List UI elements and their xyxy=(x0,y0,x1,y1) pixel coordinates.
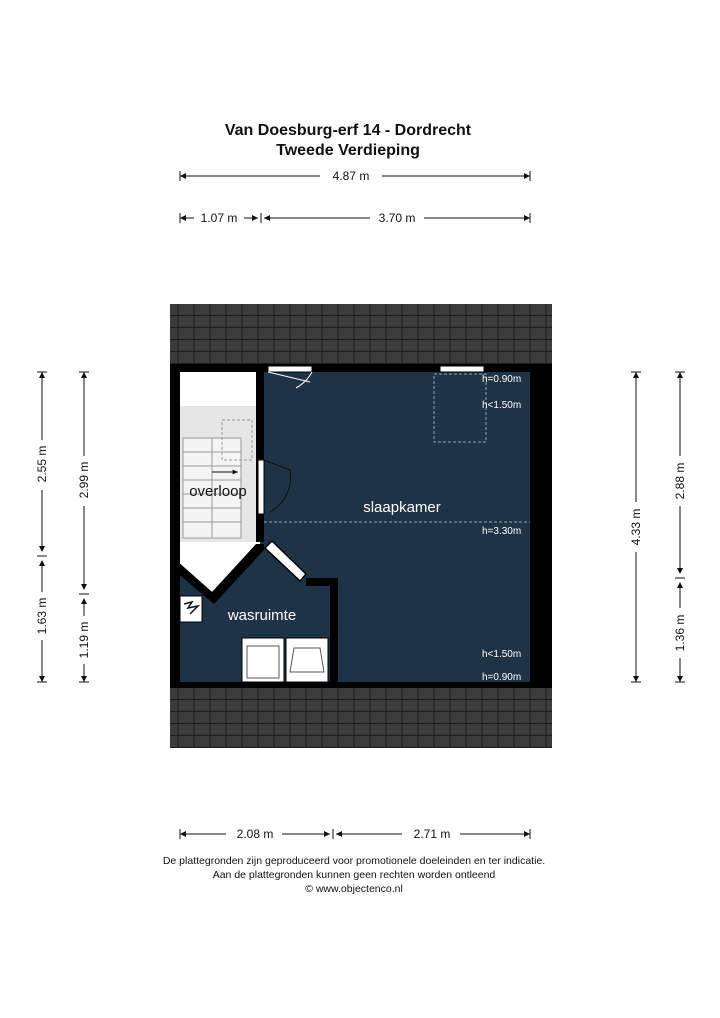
dim-right-outer-bottom-label: 1.36 m xyxy=(673,614,687,652)
dim-left-outer-top-label: 2.55 m xyxy=(35,445,49,483)
room-label-slaapkamer: slaapkamer xyxy=(363,499,441,516)
height-note-bottom-150: h<1.50m xyxy=(482,649,522,660)
dim-right-outer xyxy=(673,372,687,682)
height-note-mid-330: h=3.30m xyxy=(482,526,522,537)
height-note-top-090: h=0.90m xyxy=(482,374,522,385)
dim-bottom-right-label: 2.71 m xyxy=(413,827,451,841)
washing-machine xyxy=(242,638,284,682)
dim-right-inner-label: 4.33 m xyxy=(629,508,643,546)
room-label-overloop: overloop xyxy=(189,483,247,500)
wall-overloop-right xyxy=(256,372,264,542)
wall-wasruimte-right xyxy=(330,578,338,682)
wall-wasruimte-top xyxy=(306,578,334,586)
footer-disclaimer: De plattegronden zijn geproduceerd voor promotionele doeleinden en ter indicatie. xyxy=(162,855,546,867)
dim-top-total xyxy=(180,169,530,183)
dim-bottom-left-label: 2.08 m xyxy=(236,827,274,841)
dim-top-split xyxy=(180,211,530,225)
footer-rights: Aan de plattegronden kunnen geen rechten worden ontleend xyxy=(212,869,496,881)
dim-left-inner xyxy=(77,372,91,682)
overloop-top xyxy=(180,372,260,406)
dim-left-outer-bottom-label: 1.63 m xyxy=(35,597,49,635)
roof-tiles-bottom xyxy=(170,686,552,748)
boiler xyxy=(180,596,202,622)
dim-right-outer-top-label: 2.88 m xyxy=(673,462,687,500)
dryer xyxy=(286,638,328,682)
dim-bottom xyxy=(180,827,530,841)
dim-left-inner-bottom-label: 1.19 m xyxy=(77,621,91,659)
plan-subtitle: Tweede Verdieping xyxy=(276,142,420,159)
dim-left-inner-top-label: 2.99 m xyxy=(77,461,91,499)
room-label-wasruimte: wasruimte xyxy=(227,607,297,624)
dim-top-total-label: 4.87 m xyxy=(332,169,370,183)
height-note-top-150: h<1.50m xyxy=(482,400,522,411)
height-note-bottom-090: h=0.90m xyxy=(482,672,522,683)
footer-copyright: © www.objectenco.nl xyxy=(305,883,403,895)
dim-left-outer xyxy=(35,372,49,682)
plan-title: Van Doesburg-erf 14 - Dordrecht xyxy=(224,122,472,139)
dim-right-inner xyxy=(629,372,643,682)
dim-top-left-label: 1.07 m xyxy=(200,211,238,225)
roof-tiles-top xyxy=(170,304,552,366)
dim-top-right-label: 3.70 m xyxy=(378,211,416,225)
